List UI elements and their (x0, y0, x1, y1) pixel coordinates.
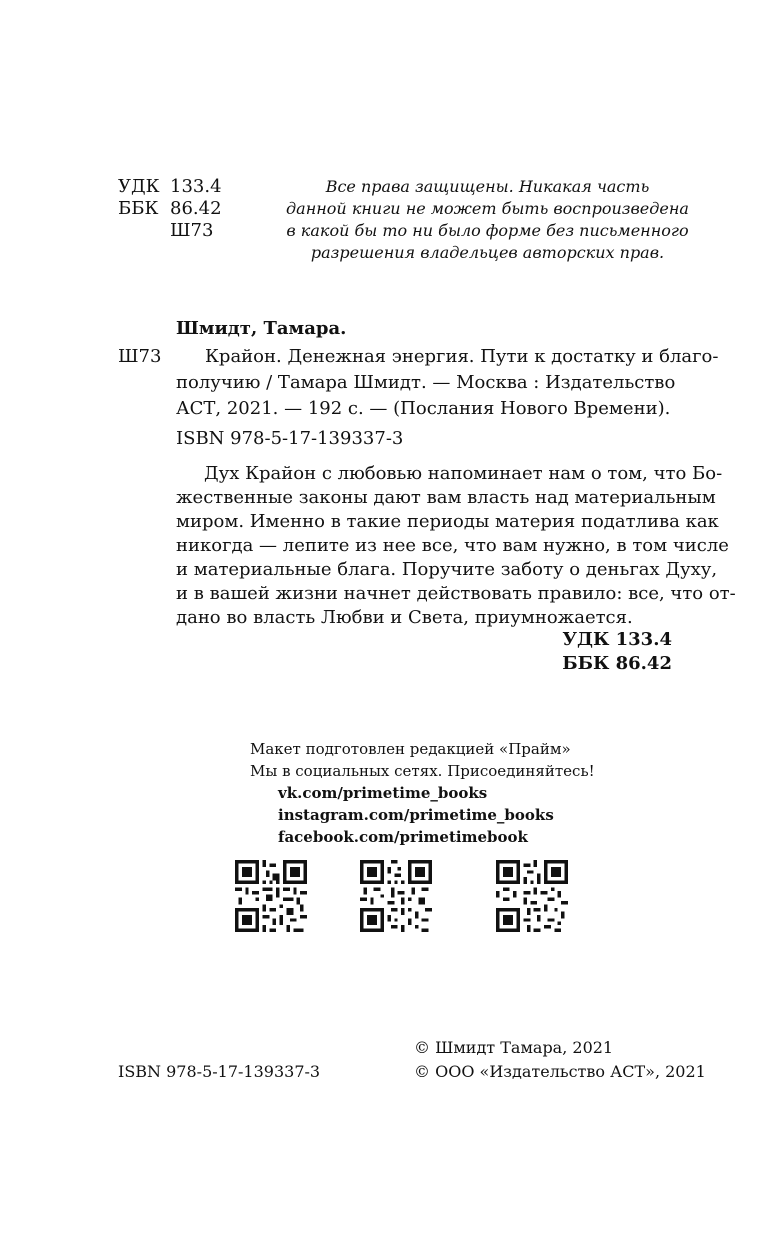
udk-code: УДК 133.4 (562, 629, 672, 650)
rights-line: Все права защищены. Никакая часть (325, 177, 650, 196)
isbn-bottom: ISBN 978-5-17-139337-3 (118, 1062, 321, 1081)
abstract-line: жественные законы дают вам власть над материальным (176, 487, 716, 508)
publisher-line: Макет подготовлен редакцией «Прайм» (250, 740, 571, 758)
social-invite: Мы в социальных сетях. Присоединяйтесь! (250, 762, 595, 780)
copyright-author: © Шмидт Тамара, 2021 (414, 1038, 614, 1057)
copyright-publisher: © ООО «Издательство АСТ», 2021 (414, 1062, 706, 1081)
qr-code-icon (496, 860, 568, 932)
bbk-label: ББК (118, 198, 159, 219)
copyright-block (414, 1036, 706, 1084)
qr-code-facebook (496, 860, 568, 936)
bbk-code: ББК 86.42 (562, 653, 672, 674)
instagram-link[interactable]: instagram.com/primetime_books (278, 806, 554, 824)
vk-link[interactable]: vk.com/primetime_books (278, 784, 488, 802)
author-heading: Шмидт, Тамара. (176, 318, 347, 339)
rights-line: в какой бы то ни было форме без письменного (286, 221, 689, 240)
abstract-line: и в вашей жизни начнет действовать правило: все, что от- (176, 583, 736, 604)
rights-line: данной книги не может быть воспроизведена (286, 199, 689, 218)
classification-codes (562, 628, 672, 676)
facebook-link[interactable]: facebook.com/primetimebook (278, 828, 528, 846)
publisher-note (250, 738, 595, 782)
rights-notice (285, 176, 690, 264)
author-code-row (118, 220, 222, 242)
udk-label: УДК (118, 176, 160, 197)
bibliography-line: Крайон. Денежная энергия. Пути к достатку и благо- (205, 346, 719, 367)
abstract-line: дано во власть Любви и Света, приумножается. (176, 607, 633, 628)
abstract-line: Дух Крайон с любовью напоминает нам о том, что Бо- (204, 463, 723, 484)
bibliography-code: Ш73 (118, 346, 162, 367)
abstract-line: никогда — лепите из нее все, что вам нужно, в том числе (176, 535, 729, 556)
abstract (176, 462, 736, 630)
classification-block (118, 176, 222, 242)
isbn-main: ISBN 978-5-17-139337-3 (176, 428, 404, 449)
rights-line: разрешения владельцев авторских прав. (310, 243, 665, 262)
qr-code-instagram (360, 860, 432, 936)
bibliography-description (205, 344, 718, 370)
bbk-value: 86.42 (170, 198, 222, 219)
bibliography-line: АСТ, 2021. — 192 с. — (Послания Нового Времени). (176, 398, 671, 419)
qr-code-icon (360, 860, 432, 932)
abstract-line: миром. Именно в такие периоды материя податлива как (176, 511, 719, 532)
abstract-line: и материальные блага. Поручите заботу о деньгах Духу, (176, 559, 718, 580)
bbk-row (118, 198, 222, 220)
social-links (278, 782, 554, 848)
bibliography-line: получию / Тамара Шмидт. — Москва : Издательство (176, 372, 676, 393)
author-code: Ш73 (170, 220, 214, 241)
bibliography-continuation (176, 370, 675, 422)
qr-code-vk (235, 860, 307, 936)
udk-value: 133.4 (170, 176, 222, 197)
qr-code-icon (235, 860, 307, 932)
udk-row (118, 176, 222, 198)
